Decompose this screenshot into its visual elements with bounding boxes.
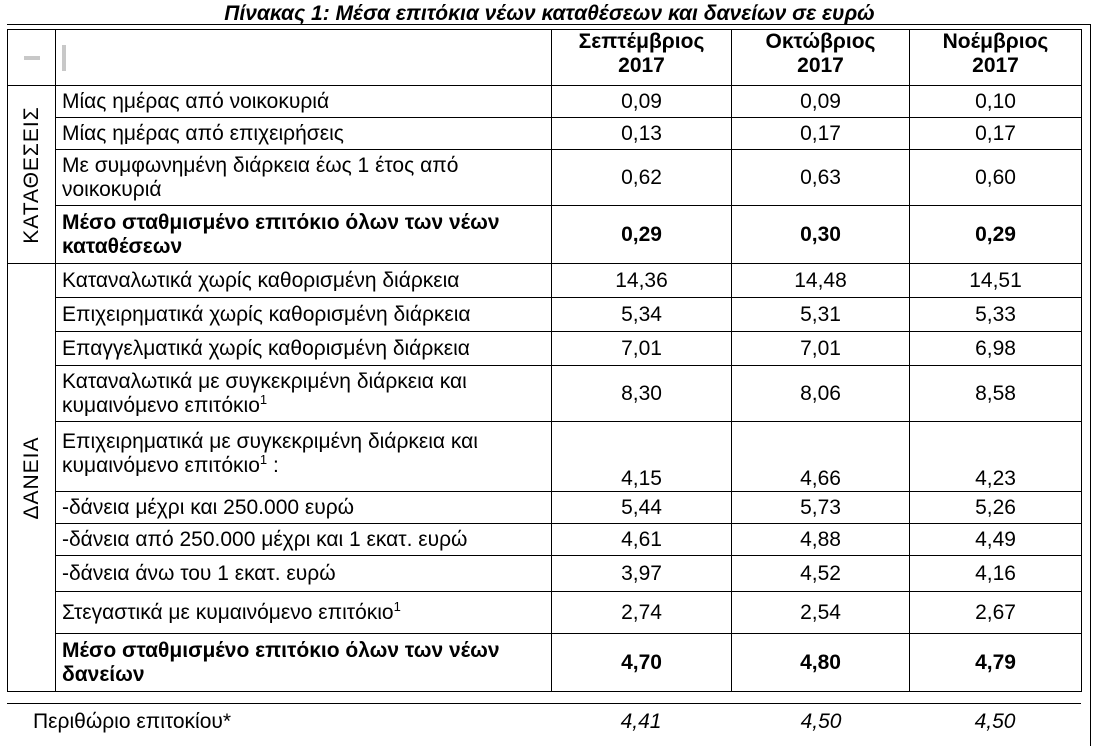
- row-label: Επαγγελματικά χωρίς καθορισμένη διάρκεια: [56, 332, 552, 366]
- table-row: [8, 150, 1082, 206]
- row-label: Μίας ημέρας από επιχειρήσεις: [56, 118, 552, 150]
- cell-value: 4,70: [552, 634, 732, 692]
- column-header-sep: Σεπτέμβριος 2017: [552, 30, 732, 86]
- table-row-sub: [8, 556, 1082, 592]
- row-label: Επιχειρηματικά χωρίς καθορισμένη διάρκεια: [56, 298, 552, 332]
- header-corner: [8, 30, 56, 86]
- section-deposits: ΚΑΤΑΘΕΣΕΙΣ: [8, 86, 56, 264]
- cell-value: 4,52: [732, 556, 910, 592]
- cell-value: 0,60: [910, 150, 1082, 206]
- cell-value: 0,09: [552, 86, 732, 118]
- table-row: [8, 264, 1082, 298]
- row-label: -δάνεια από 250.000 μέχρι και 1 εκατ. ευρώ: [56, 524, 552, 556]
- column-header-oct: Οκτώβριος 2017: [732, 30, 910, 86]
- footnote-marker: 1: [259, 391, 268, 407]
- table-row-total: [8, 634, 1082, 692]
- header-label-cell: [56, 30, 552, 86]
- footnote-marker: 1: [393, 598, 401, 614]
- interest-margin-row: [7, 703, 1081, 740]
- cell-value: 0,17: [910, 118, 1082, 150]
- cell-value: 7,01: [732, 332, 910, 366]
- cell-value: 7,01: [552, 332, 732, 366]
- cell-value: 0,30: [732, 206, 910, 264]
- table-row-sub: [8, 524, 1082, 556]
- cell-value: 4,79: [910, 634, 1082, 692]
- cell-value: 5,33: [910, 298, 1082, 332]
- cell-value: 0,17: [732, 118, 910, 150]
- table-row-group: [8, 422, 1082, 492]
- cell-value: 4,50: [800, 710, 842, 733]
- cell-value: 14,36: [552, 264, 732, 298]
- row-label: Στεγαστικά με κυμαινόμενο επιτόκιο$^1$: [56, 592, 552, 634]
- cell-value: 5,73: [732, 492, 910, 524]
- row-label: Μέσο σταθμισμένο επιτόκιο όλων των νέων δανείων: [56, 634, 552, 692]
- header-row: [8, 30, 1082, 86]
- row-label: Με συμφωνημένη διάρκεια έως 1 έτος από νοικοκυριά: [56, 150, 552, 206]
- cell-value: 5,26: [910, 492, 1082, 524]
- table-row-sub: [8, 492, 1082, 524]
- column-header-nov: Νοέμβριος 2017: [910, 30, 1082, 86]
- cell-value: 4,15: [552, 422, 732, 492]
- cell-value: 2,67: [910, 592, 1082, 634]
- bar-icon: [62, 45, 66, 71]
- row-label: Μίας ημέρας από νοικοκυριά: [56, 86, 552, 118]
- cell-value: 0,29: [910, 206, 1082, 264]
- cell-value: 4,41: [620, 710, 662, 733]
- cell-value: 4,49: [910, 524, 1082, 556]
- cell-value: 4,88: [732, 524, 910, 556]
- table-row: [8, 332, 1082, 366]
- cell-value: 0,13: [552, 118, 732, 150]
- cell-value: 4,16: [910, 556, 1082, 592]
- row-label: Περιθώριο επιτοκίου*: [33, 710, 232, 733]
- cell-value: 4,61: [552, 524, 732, 556]
- cell-value: 4,66: [732, 422, 910, 492]
- row-label: -δάνεια άνω του 1 εκατ. ευρώ: [56, 556, 552, 592]
- cell-value: 2,74: [552, 592, 732, 634]
- table-title: Πίνακας 1: Μέσα επιτόκια νέων καταθέσεων και δανείων σε ευρώ: [224, 2, 875, 25]
- dash-icon: [24, 56, 40, 60]
- cell-value: 6,98: [910, 332, 1082, 366]
- cell-value: 8,06: [732, 366, 910, 422]
- cell-value: 5,44: [552, 492, 732, 524]
- cell-value: 0,62: [552, 150, 732, 206]
- table-row: [8, 298, 1082, 332]
- table-row: [8, 366, 1082, 422]
- table-row: [8, 86, 1082, 118]
- cell-value: 4,80: [732, 634, 910, 692]
- row-label: Καταναλωτικά χωρίς καθορισμένη διάρκεια: [56, 264, 552, 298]
- cell-value: 0,09: [732, 86, 910, 118]
- row-label: Μέσο σταθμισμένο επιτόκιο όλων των νέων καταθέσεων: [56, 206, 552, 264]
- cell-value: 0,10: [910, 86, 1082, 118]
- row-label: Επιχειρηματικά με συγκεκριμένη διάρκεια και κυμαινόμενο επιτόκιο$^1$ :: [56, 422, 552, 492]
- cell-value: 14,51: [910, 264, 1082, 298]
- cell-value: 4,50: [974, 710, 1016, 733]
- cell-value: 5,34: [552, 298, 732, 332]
- footnote-marker: 1: [259, 452, 268, 467]
- cell-value: 0,29: [552, 206, 732, 264]
- rates-table: [7, 29, 1082, 692]
- row-label: -δάνεια μέχρι και 250.000 ευρώ: [56, 492, 552, 524]
- table-row: [8, 592, 1082, 634]
- cell-value: 4,23: [910, 422, 1082, 492]
- table-row-total: [8, 206, 1082, 264]
- cell-value: 3,97: [552, 556, 732, 592]
- row-label: Καταναλωτικά με συγκεκριμένη διάρκεια και κυμαινόμενο επιτόκιο$^1$: [56, 366, 552, 422]
- table-row: [8, 118, 1082, 150]
- cell-value: 2,54: [732, 592, 910, 634]
- section-loans: ΔΑΝΕΙΑ: [8, 264, 56, 692]
- cell-value: 14,48: [732, 264, 910, 298]
- cell-value: 0,63: [732, 150, 910, 206]
- cell-value: 8,30: [552, 366, 732, 422]
- cell-value: 5,31: [732, 298, 910, 332]
- cell-value: 8,58: [910, 366, 1082, 422]
